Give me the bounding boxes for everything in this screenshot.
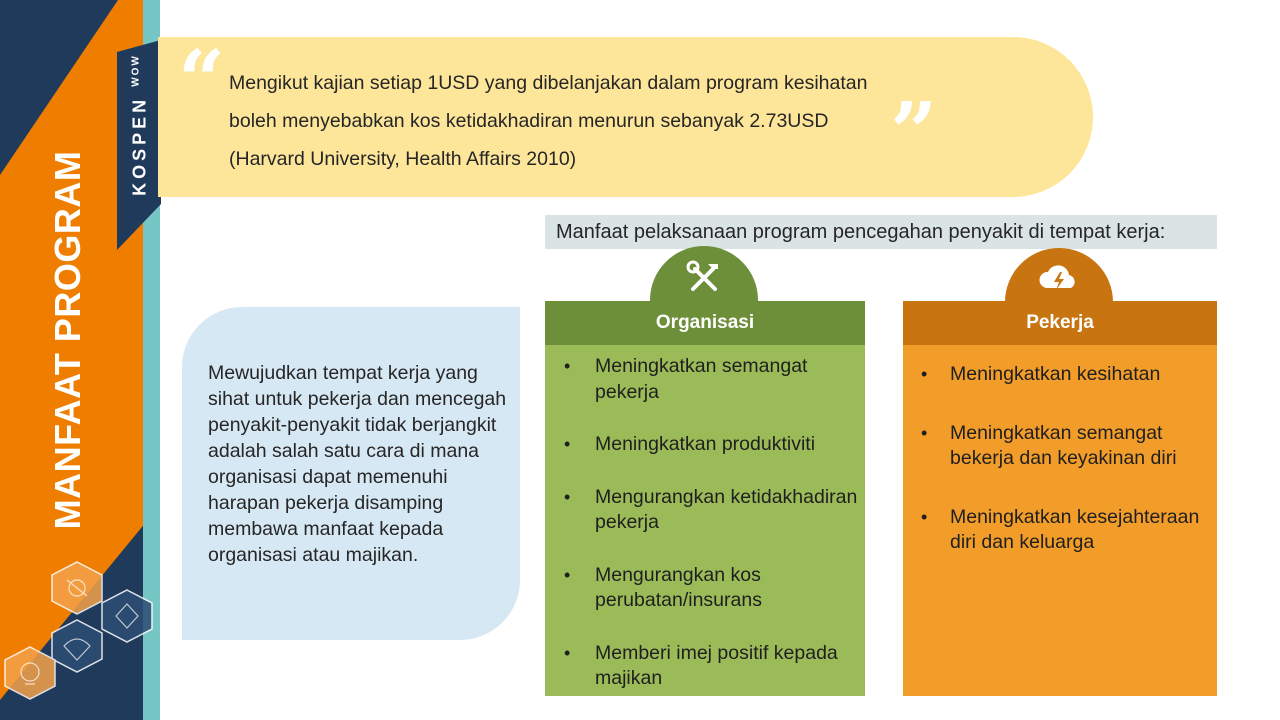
brand-logo [130,54,151,196]
benefits-header: Manfaat pelaksanaan program pencegahan penyakit di tempat kerja: [545,215,1217,249]
cloud-lightning-icon [1037,260,1081,301]
quote-close-mark: ” [890,85,938,181]
list-item: • Mengurangkan ketidakhadiran pekerja [545,485,865,536]
tools-icon [684,258,724,303]
list-item: • Meningkatkan produktiviti [545,432,865,458]
intro-text: Mewujudkan tempat kerja yang sihat untuk pekerja dan mencegah penyakit-penyakit tidak berjangkit adalah salah satu cara di mana organisasi dapat memenuhi harapan pekerja disamping membawa manfaat kepada organisasi atau majikan. [208,362,507,566]
list-item: • Meningkatkan semangat pekerja [545,354,865,405]
quote-open-mark: “ [178,33,226,129]
side-title: MANFAAT PROGRAM [47,150,88,530]
organisasi-heading: Organisasi [545,301,865,345]
quote-source: (Harvard University, Health Affairs 2010) [229,148,577,170]
list-item: • Meningkatkan kesejahteraan diri dan keluarga [903,505,1217,556]
list-item: • Memberi imej positif kepada majikan [545,641,865,692]
pekerja-list [903,345,1217,696]
organisasi-icon-tab [650,246,758,304]
quote-line: boleh menyebabkan kos ketidakhadiran menurun sebanyak 2.73USD [229,110,829,132]
pekerja-heading: Pekerja [903,301,1217,345]
pekerja-icon-tab [1005,248,1113,306]
list-item: • Meningkatkan semangat bekerja dan keyakinan diri [903,421,1217,472]
quote-line: Mengikut kajian setiap 1USD yang dibelanjakan dalam program kesihatan [229,72,868,94]
brand-name: KOSPEN [129,95,150,196]
list-item: • Meningkatkan kesihatan [903,362,1217,388]
list-item: • Mengurangkan kos perubatan/insurans [545,563,865,614]
brand-sup: WOW [130,54,142,87]
quote-text [229,64,949,181]
organisasi-list [545,345,865,696]
